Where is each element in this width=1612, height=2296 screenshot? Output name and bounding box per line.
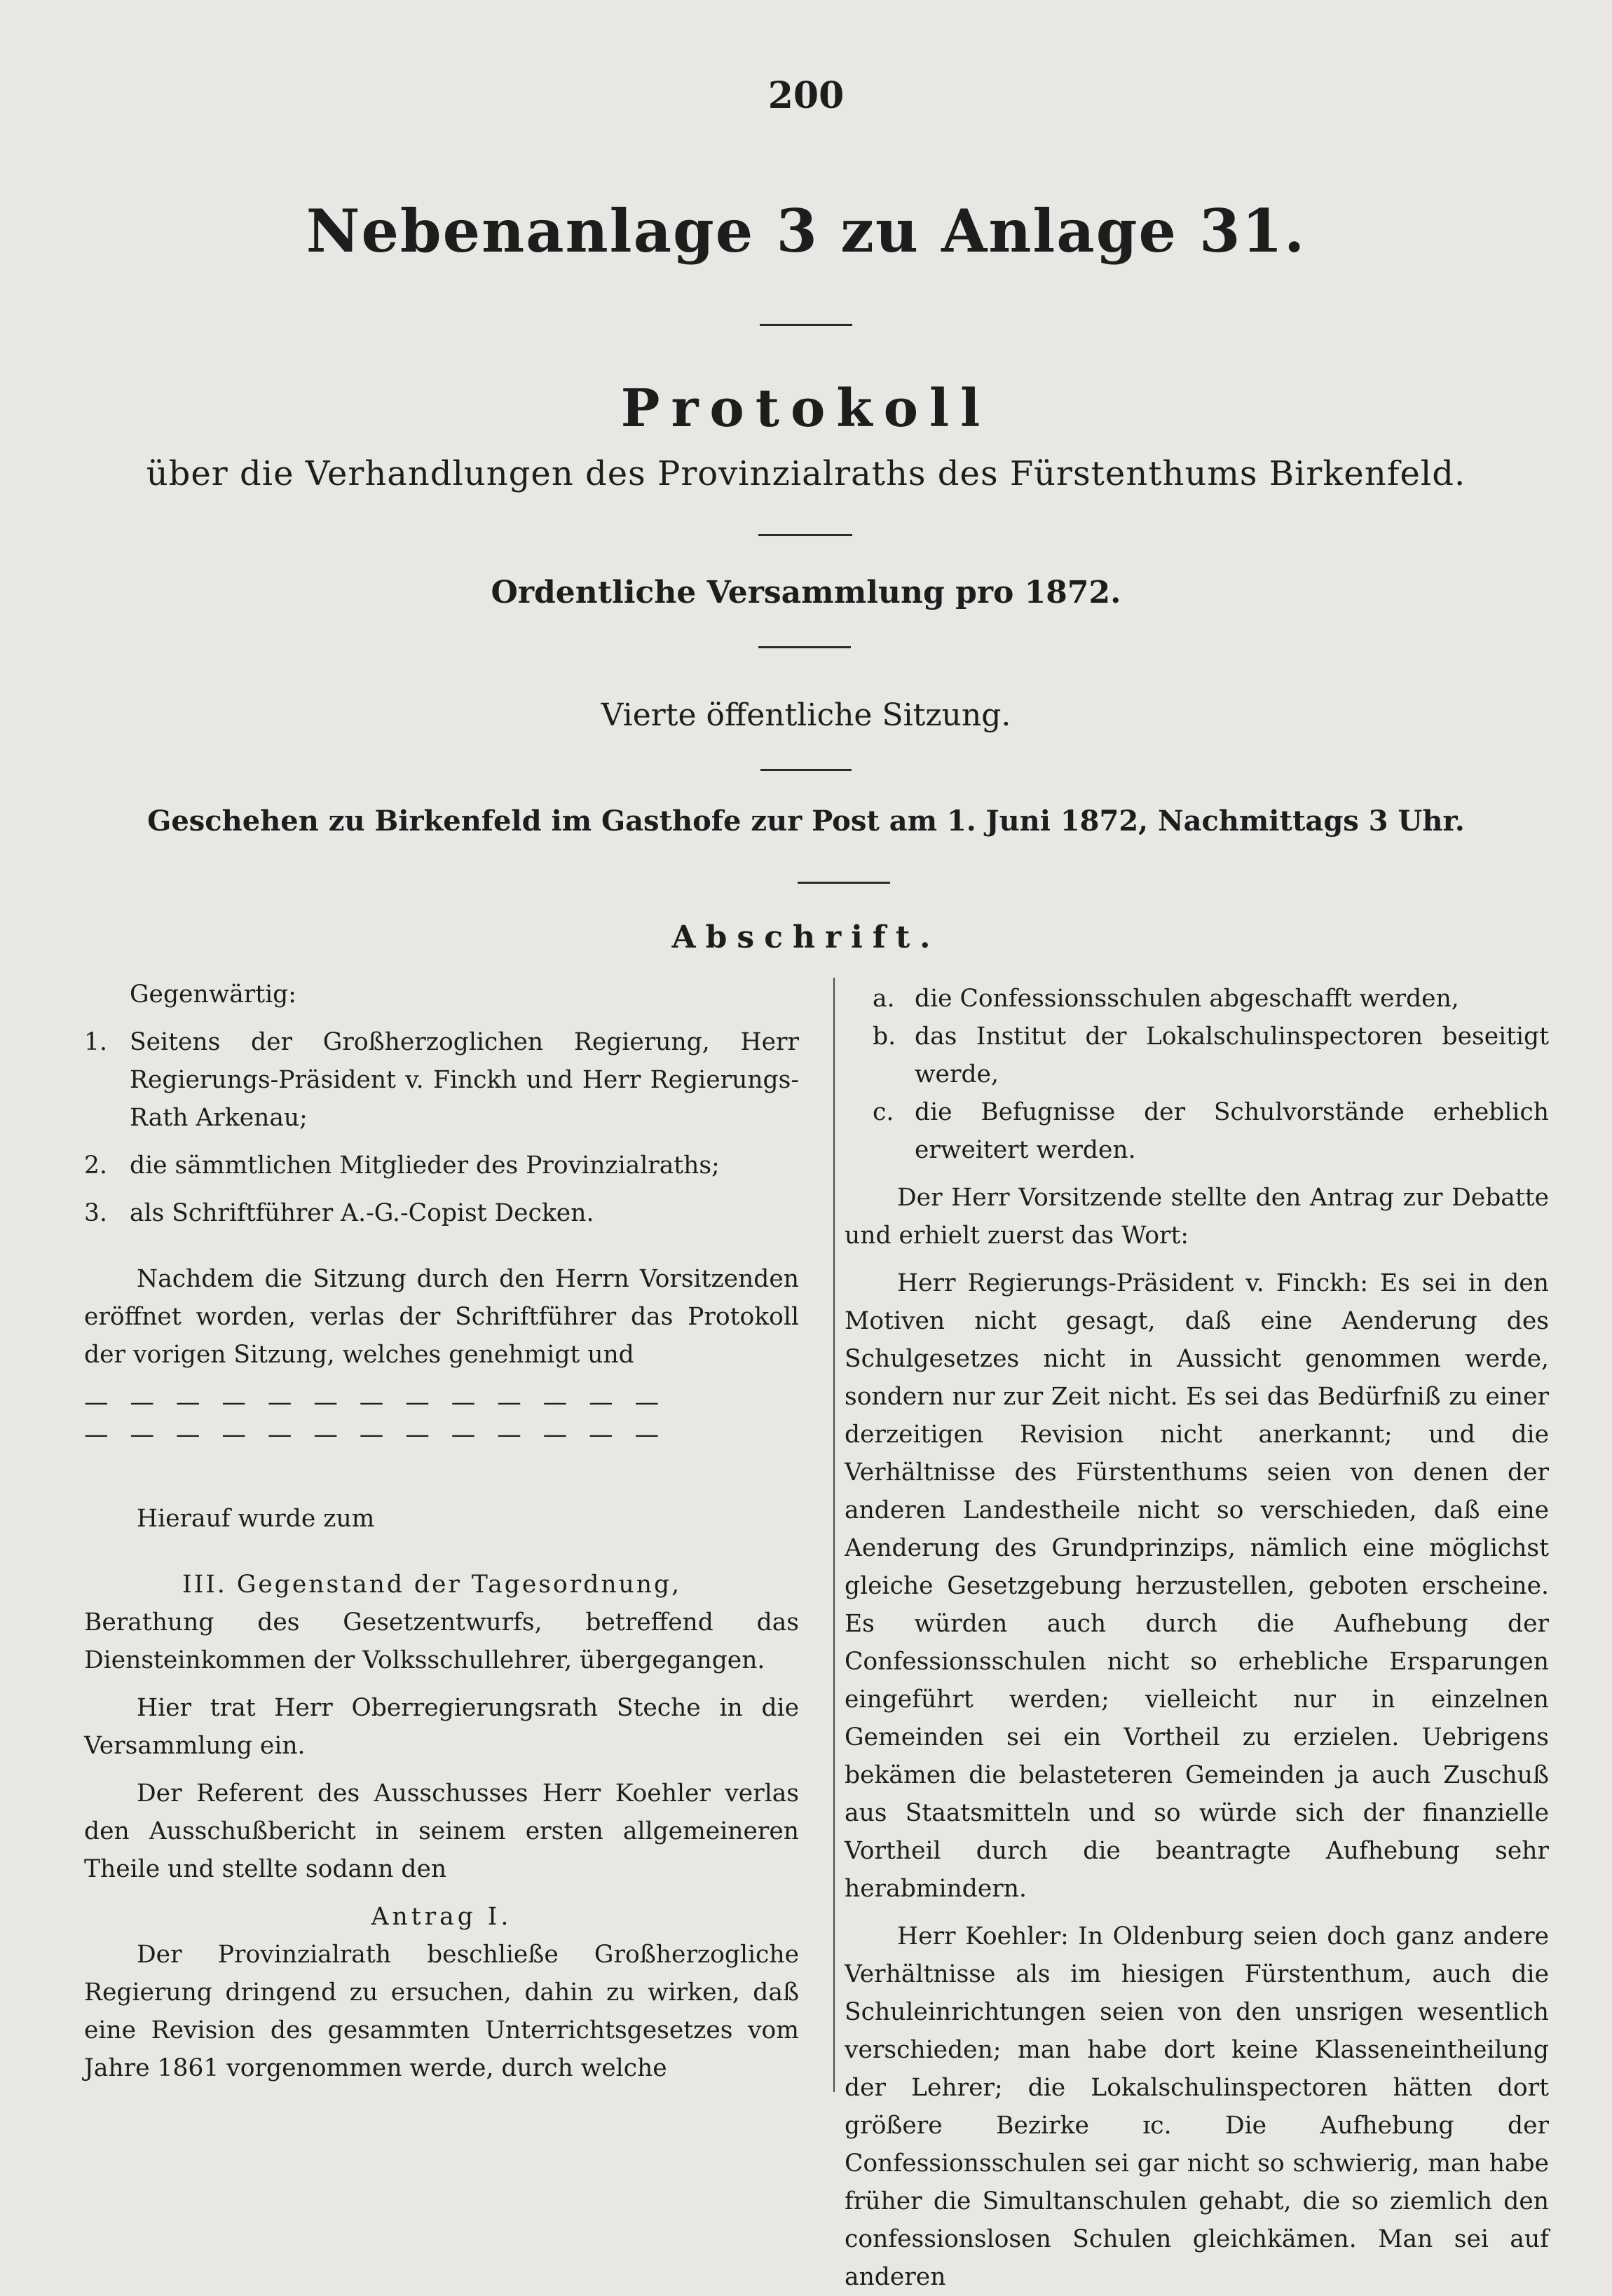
paragraph: Der Provinzialrath beschließe Großherzogliche Regierung dringend zu ersuchen, dahin zu wirken, daß eine Revision des gesammten Unterrichtsgesetzes vom Jahre 1861 vorgenommen werde, durch welche <box>84 1941 799 2082</box>
paragraph: Herr Regierungs-Präsident v. Finckh: Es sei in den Motiven nicht gesagt, daß eine Aenderung des Schulgesetzes nicht in Aussicht genommen werde, sondern nur zur Zeit nicht. Es sei das Bedürfniß zu einer derzeitigen Revision nicht anerkannt; und die Verhältnisse des Fürstenthums seien von denen der anderen Landestheile nicht so verschieden, daß eine Aenderung des Grundprinzips, nämlich eine möglichst gleiche Gesetzgebung herzustellen, geboten erscheine. Es würden auch durch die Aufhebung der Confessionsschulen nicht so erhebliche Ersparungen eingeführt werden; vielleicht nur in einzelnen Gemeinden sei ein Vortheil zu erzielen. Uebrigens bekämen die belasteteren Gemeinden ja auch Zuschuß aus Staatsmitteln und so würde sich der finanzielle Vortheil durch die beantragte Aufhebung sehr herabmindern. <box>845 1269 1549 1903</box>
list-number: 1. <box>84 1028 107 1056</box>
page-title: Nebenanlage 3 zu Anlage 31. <box>306 196 1306 266</box>
list-number: b. <box>873 1023 896 1051</box>
omission-dashes: — — — — — — — — — — — — — <box>84 1421 667 1449</box>
divider-rule <box>760 769 852 771</box>
right-column <box>845 980 1549 2296</box>
list-item <box>873 1093 1549 1169</box>
list-text: die sämmtlichen Mitglieder des Provinzialraths; <box>130 1152 720 1180</box>
list-text: die Confessionsschulen abgeschafft werden, <box>915 985 1459 1013</box>
agenda-heading: III. Gegenstand der Tagesordnung, <box>182 1571 682 1599</box>
list-text: als Schriftführer A.-G.-Copist Decken. <box>130 1199 594 1227</box>
copy-heading: Abschrift. <box>671 920 941 955</box>
list-number: 3. <box>84 1199 107 1227</box>
paragraph: Der Herr Vorsitzende stellte den Antrag zur Debatte und erhielt zuerst das Wort: <box>845 1184 1549 1250</box>
place-and-date: Geschehen zu Birkenfeld im Gasthofe zur Post am 1. Juni 1872, Nachmittags 3 Uhr. <box>147 805 1465 838</box>
meeting-heading: Ordentliche Versammlung pro 1872. <box>491 575 1121 610</box>
omission-dashes: — — — — — — — — — — — — — <box>84 1388 667 1416</box>
paragraph: Berathung des Gesetzentwurfs, betreffend das Diensteinkommen der Volksschullehrer, übergegangen. <box>84 1608 799 1674</box>
document-type-heading: Protokoll <box>620 378 992 439</box>
list-text: Seitens der Großherzoglichen Regierung, Herr Regierungs-Präsident v. Finckh und Herr Regierungs-Rath Arkenau; <box>130 1028 799 1132</box>
session-heading: Vierte öffentliche Sitzung. <box>601 697 1011 733</box>
list-number: c. <box>873 1098 894 1126</box>
left-column <box>84 976 799 2087</box>
divider-rule <box>758 646 851 648</box>
column-divider <box>833 978 835 2092</box>
list-number: a. <box>873 985 895 1013</box>
list-text: das Institut der Lokalschulinspectoren beseitigt werde, <box>915 1023 1549 1088</box>
paragraph: Hier trat Herr Oberregierungsrath Steche in die Versammlung ein. <box>84 1694 799 1760</box>
list-number: 2. <box>84 1152 107 1180</box>
divider-rule <box>760 324 852 326</box>
list-item <box>84 1194 799 1232</box>
divider-rule <box>758 534 852 536</box>
present-heading: Gegenwärtig: <box>130 980 296 1009</box>
document-subtitle: über die Verhandlungen des Provinzialraths des Fürstenthums Birkenfeld. <box>146 454 1466 493</box>
paragraph: Der Referent des Ausschusses Herr Koehler verlas den Ausschußbericht in seinem ersten allgemeineren Theile und stellte sodann den <box>84 1779 799 1883</box>
motion-heading: Antrag I. <box>371 1903 512 1931</box>
list-item <box>873 1018 1549 1093</box>
list-item <box>84 1147 799 1184</box>
page-number: 200 <box>767 74 845 117</box>
paragraph: Nachdem die Sitzung durch den Herrn Vorsitzenden eröffnet worden, verlas der Schriftführer das Protokoll der vorigen Sitzung, welches genehmigt und <box>84 1265 799 1369</box>
list-item <box>873 980 1549 1018</box>
paragraph: Hierauf wurde zum <box>137 1505 375 1533</box>
divider-rule <box>798 882 890 884</box>
list-text: die Befugnisse der Schulvorstände erheblich erweitert werden. <box>915 1098 1549 1164</box>
list-item <box>84 1023 799 1137</box>
paragraph: Herr Koehler: In Oldenburg seien doch ganz andere Verhältnisse als im hiesigen Fürstenthum, auch die Schuleinrichtungen seien von den unsrigen wesentlich verschieden; man habe dort keine Klasseneintheilung der Lehrer; die Lokalschulinspectoren hätten dort größere Bezirke ɪc. Die Aufhebung der Confessionsschulen sei gar nicht so schwierig, man habe früher die Simultanschulen gehabt, die so ziemlich den confessionslosen Schulen gleichkämen. Man sei auf anderen <box>845 1922 1549 2291</box>
